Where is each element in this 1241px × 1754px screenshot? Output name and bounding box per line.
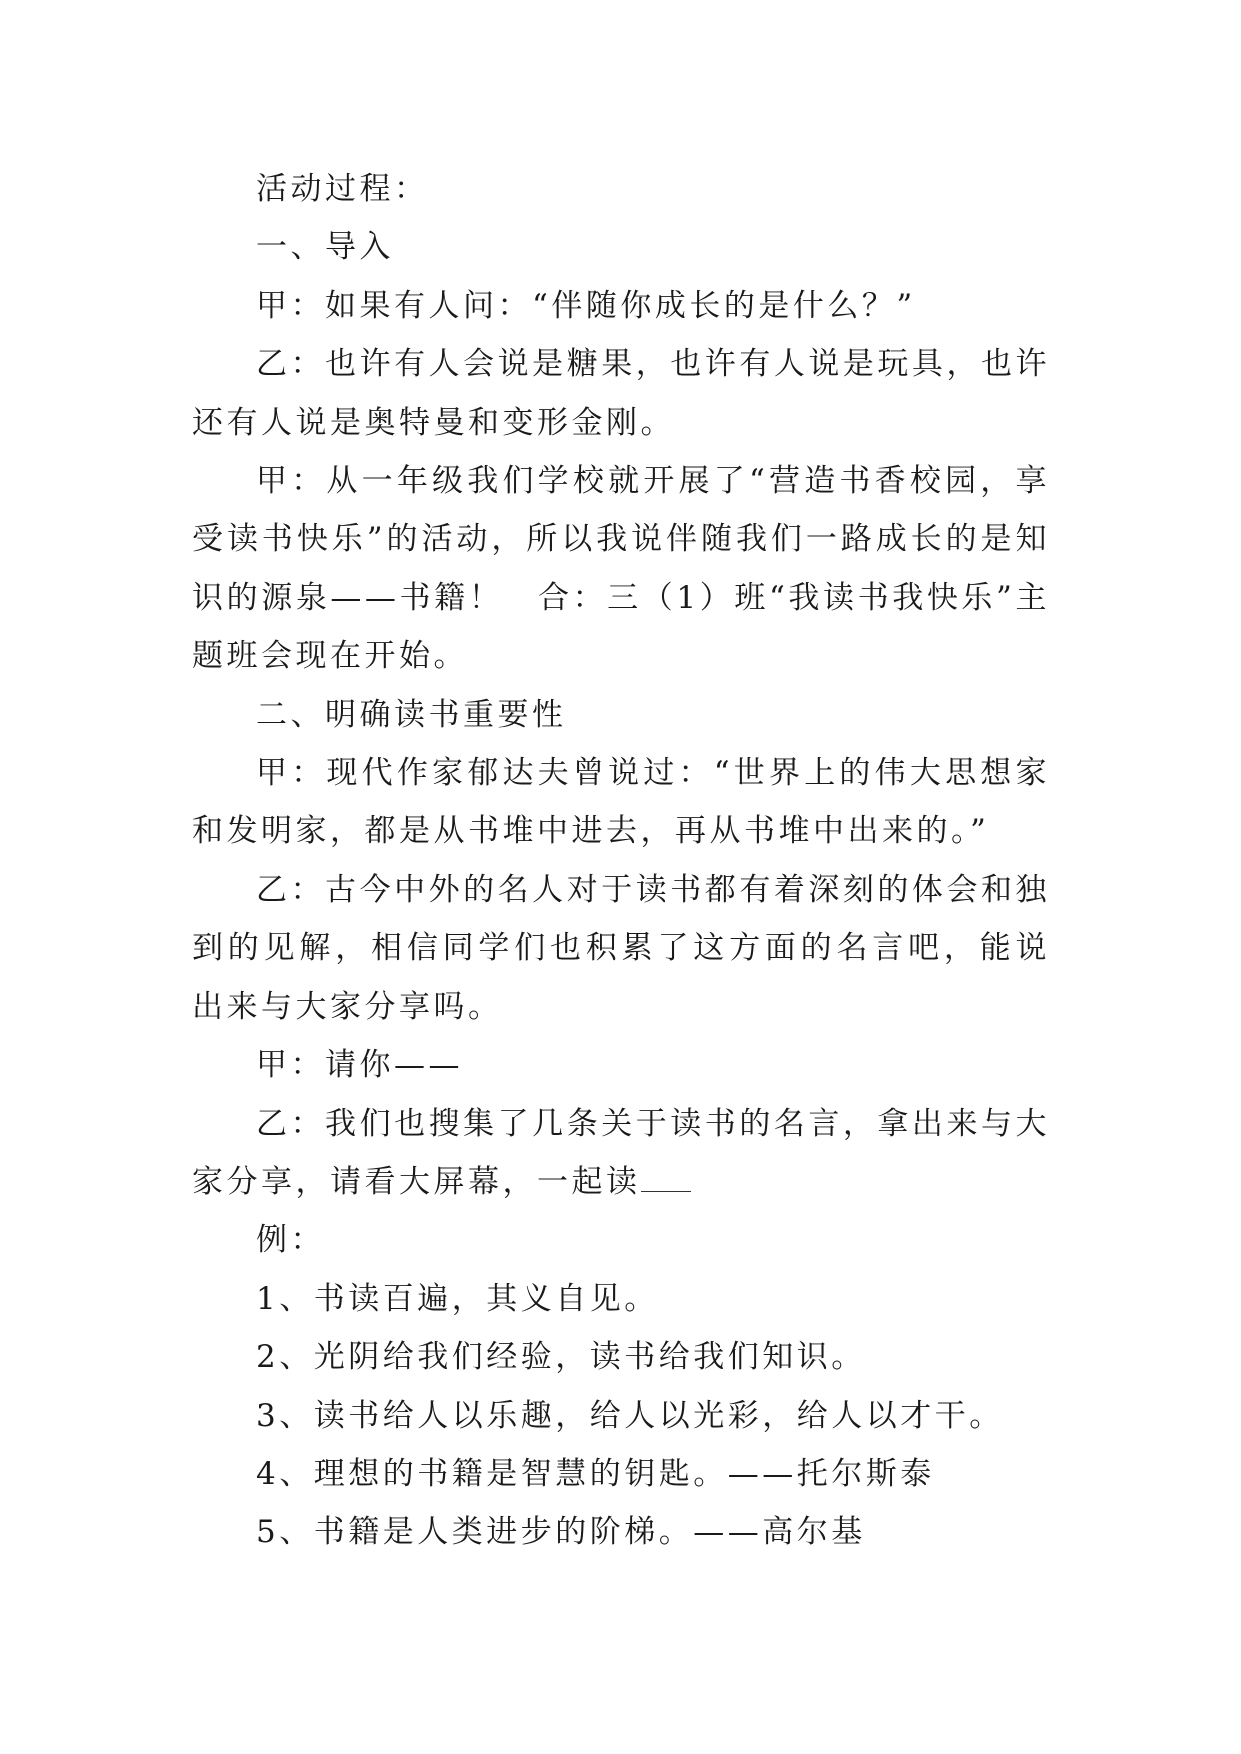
- quote-item: 4、理想的书籍是智慧的钥匙。——托尔斯泰: [256, 1455, 935, 1492]
- paragraph-text: 乙：我们也搜集了几条关于读书的名言，拿出来与大家分享，请看大屏幕，一起读: [192, 1105, 1050, 1200]
- quote-item: 1、书读百遍，其义自见。: [256, 1280, 659, 1317]
- paragraph-dialogue: 乙：古今中外的名人对于读书都有着深刻的体会和独到的见解，相信同学们也积累了这方面的名言吧，能说出来与大家分享吗。: [192, 871, 1050, 1025]
- quote-item: 2、光阴给我们经验，读书给我们知识。: [256, 1339, 866, 1376]
- document-body: [192, 160, 1050, 1562]
- quote-item: 3、读书给人以乐趣，给人以光彩，给人以才干。: [256, 1397, 1004, 1434]
- paragraph-dialogue: 甲：请你——: [256, 1047, 463, 1084]
- paragraph-activity-process: 活动过程：: [256, 171, 429, 207]
- paragraph-dialogue-with-blank: [192, 1095, 1050, 1212]
- section-heading-introduction: 一、导入: [256, 229, 394, 266]
- section-heading-importance: 二、明确读书重要性: [256, 696, 567, 733]
- paragraph-dialogue: 乙：也许有人会说是糖果，也许有人说是玩具，也许还有人说是奥特曼和变形金刚。: [192, 346, 1050, 441]
- fill-blank-line: [641, 1167, 691, 1192]
- paragraph-dialogue: 甲：如果有人问：“伴随你成长的是什么？”: [256, 287, 916, 324]
- paragraph-dialogue: 甲：现代作家郁达夫曾说过：“世界上的伟大思想家和发明家，都是从书堆中进去，再从书堆中出来的。”: [192, 755, 1050, 850]
- quote-item: 5、书籍是人类进步的阶梯。——高尔基: [256, 1514, 866, 1551]
- paragraph-dialogue: 甲：从一年级我们学校就开展了“营造书香校园，享受读书快乐”的活动，所以我说伴随我们一路成长的是知识的源泉——书籍！ 合：三（1）班“我读书我快乐”主题班会现在开始。: [192, 463, 1050, 675]
- examples-label: 例：: [256, 1222, 325, 1259]
